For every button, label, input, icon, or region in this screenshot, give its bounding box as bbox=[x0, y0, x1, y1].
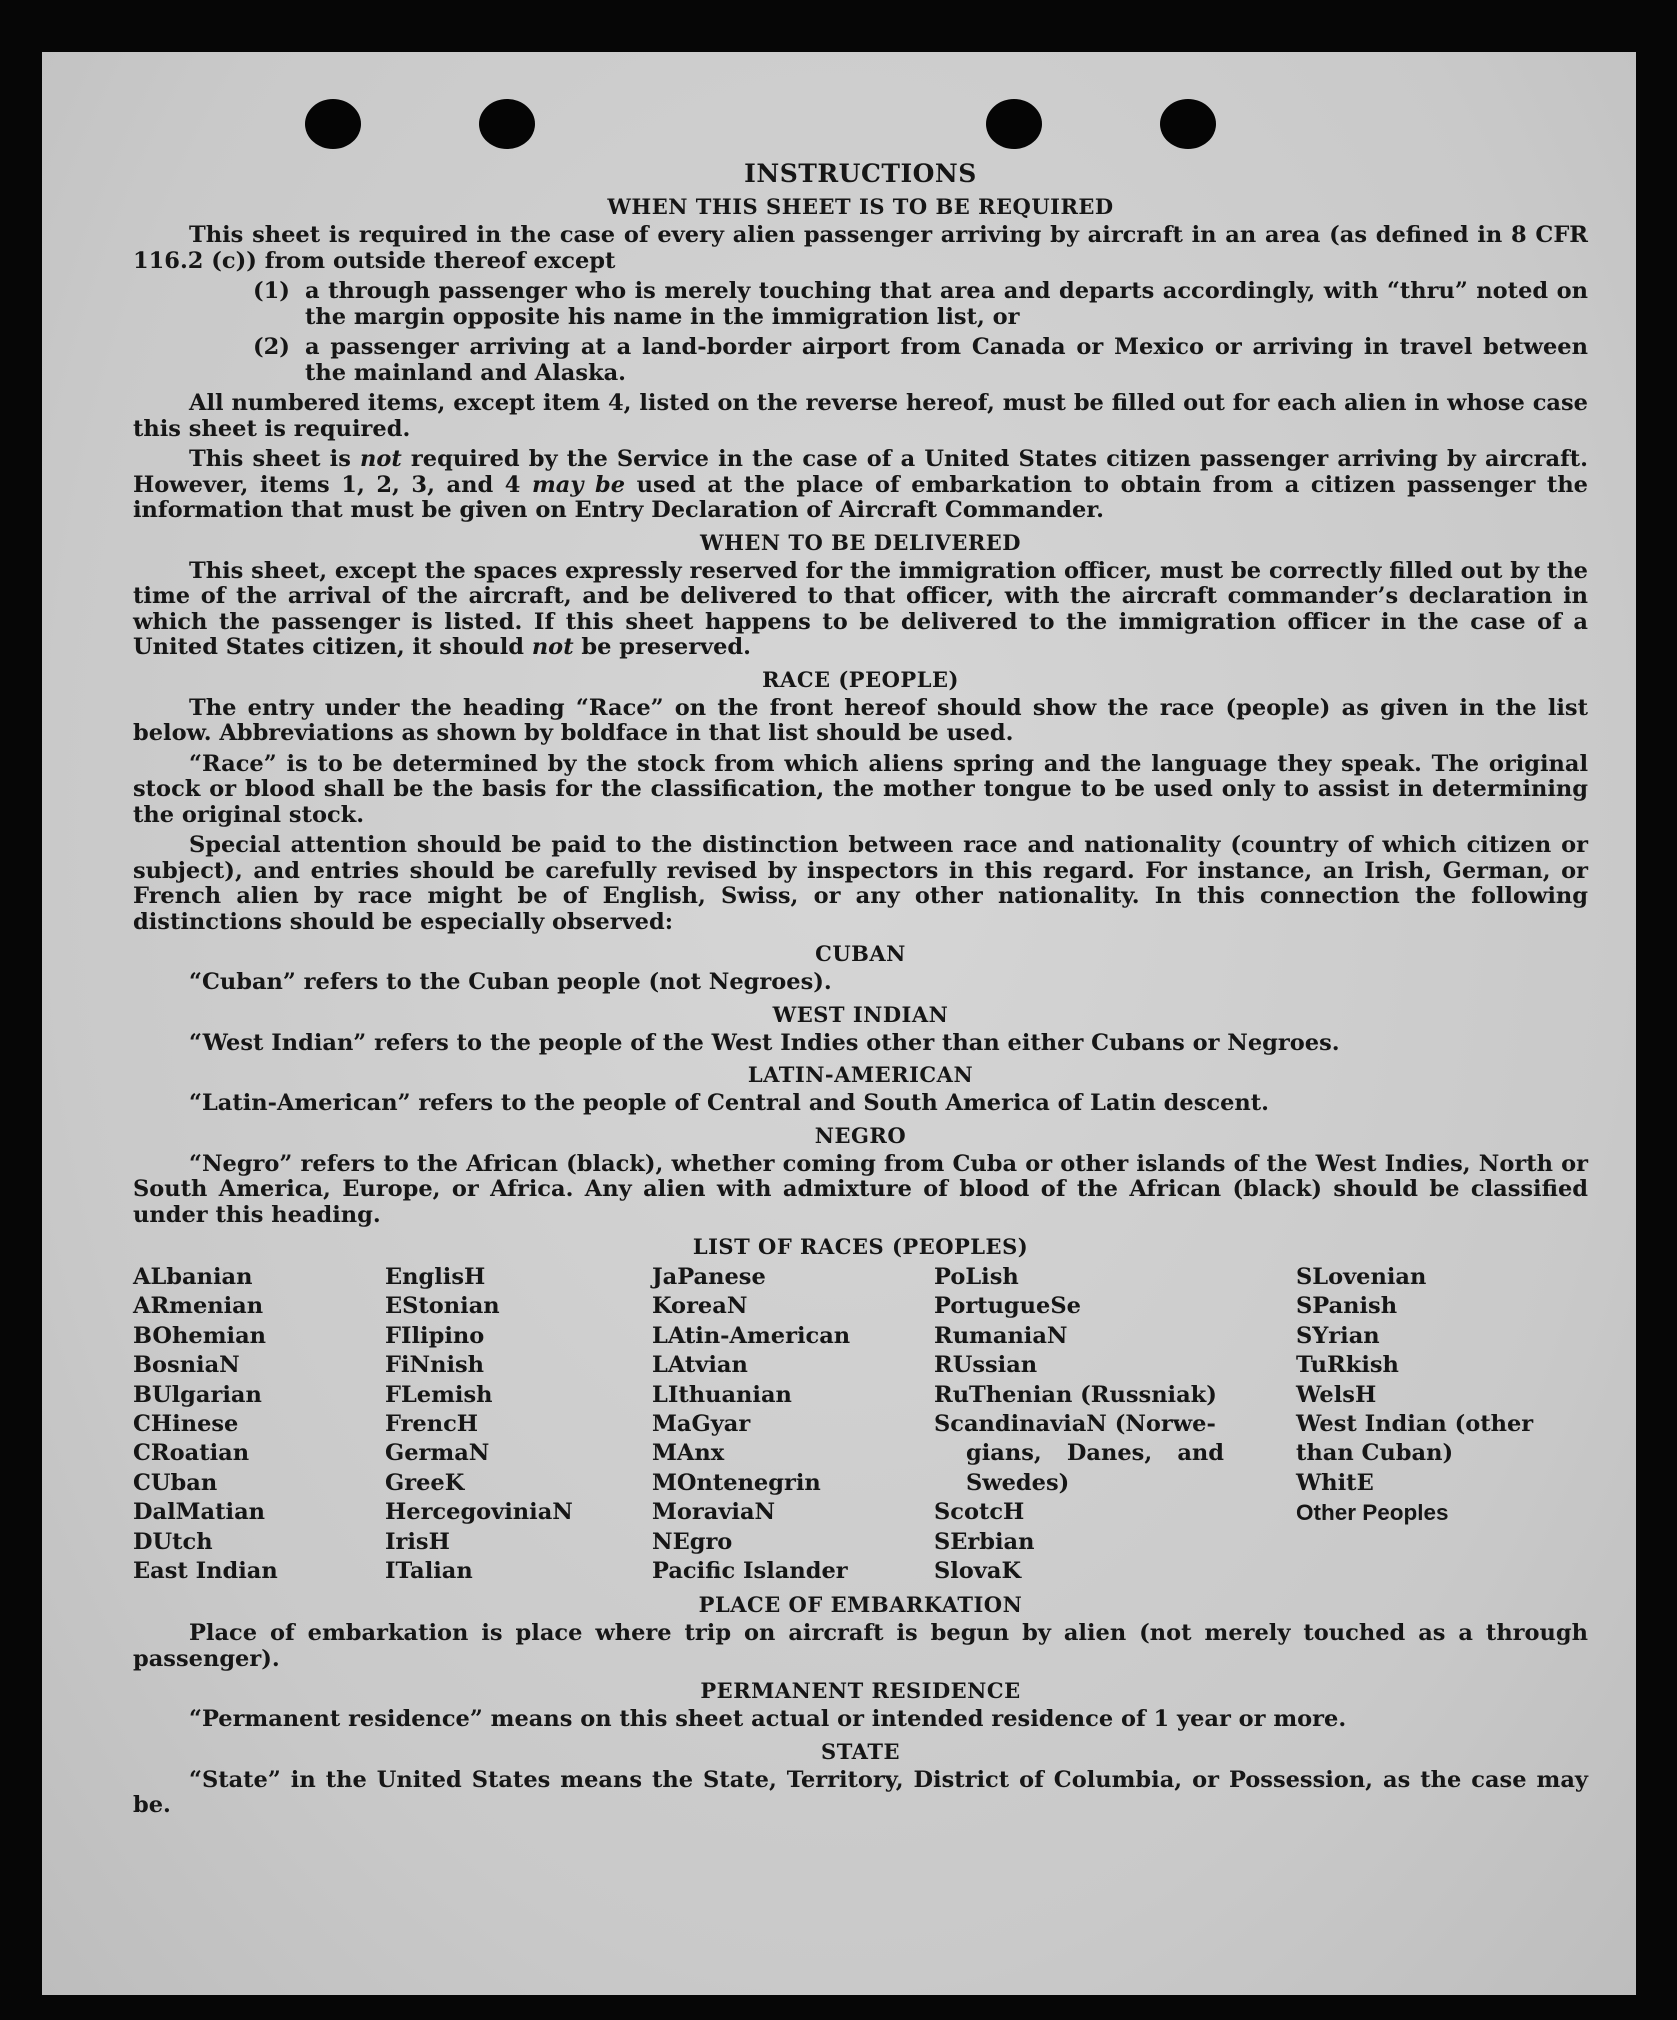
race-list-item: BosniaN bbox=[133, 1352, 240, 1379]
race-list-item: LAtvian bbox=[652, 1352, 748, 1379]
paragraph-race-entry: The entry under the heading “Race” on the front hereof should show the race (people) as given in the list below. Abbreviations as shown by boldface in that list should be used. bbox=[133, 694, 1588, 746]
race-list-item: Swedes) bbox=[966, 1469, 1070, 1496]
paragraph-required-intro: This sheet is required in the case of every alien passenger arriving by aircraft in an area (as defined in 8 CFR 116.2 (c)) from outside thereof except bbox=[133, 222, 1588, 274]
race-list-item: SPanish bbox=[1296, 1293, 1398, 1320]
race-list-item: PortugueSe bbox=[934, 1293, 1081, 1320]
paragraph-race-vs-nationality: Special attention should be paid to the distinction between race and nationality (country of which citizen or subject), and entries should be carefully revised by inspectors in this regard. For instance, an Irish, German, or French alien by race might be of English, Swiss, or any other nationality. In this connection the following distinctions should be especially observed: bbox=[133, 832, 1588, 935]
item-text: a through passenger who is merely touching that area and departs accordingly, with “thru” noted on the margin opposite his name in the immigration list, or bbox=[305, 278, 1588, 330]
exception-item-1 bbox=[133, 279, 1588, 330]
race-list-item: Other Peoples bbox=[1296, 1500, 1449, 1526]
race-list-item: West Indian (other bbox=[1296, 1411, 1534, 1438]
race-list-item: TuRkish bbox=[1296, 1352, 1399, 1379]
section-heading-list-of-races: LIST OF RACES (PEOPLES) bbox=[692, 1234, 1029, 1259]
race-list-item: DUtch bbox=[133, 1528, 213, 1555]
race-list-item: RuThenian (Russniak) bbox=[934, 1381, 1217, 1408]
section-heading-when-required: WHEN THIS SHEET IS TO BE REQUIRED bbox=[607, 194, 1114, 219]
paragraph-negro: “Negro” refers to the African (black), whether coming from Cuba or other islands of the West Indies, North or South America, Europe, or Africa. Any alien with admixture of blood of the African (black) should be classified under this heading. bbox=[133, 1150, 1588, 1228]
paragraph-state: “State” in the United States means the State, Territory, District of Columbia, or Possession, as the case may be. bbox=[133, 1766, 1588, 1819]
race-list-item: MaGyar bbox=[652, 1411, 751, 1438]
race-list-item: ScotcH bbox=[934, 1499, 1025, 1526]
section-heading-west-indian: WEST INDIAN bbox=[772, 1001, 949, 1027]
race-list-item: IrisH bbox=[385, 1528, 450, 1555]
race-list-item: FLemish bbox=[385, 1381, 493, 1408]
page-title: INSTRUCTIONS bbox=[744, 159, 977, 188]
race-list-item: HercegoviniaN bbox=[385, 1499, 573, 1526]
paragraph-permanent-residence: “Permanent residence” means on this sheet actual or intended residence of 1 year or more. bbox=[189, 1706, 1347, 1733]
item-number: (1) bbox=[253, 278, 290, 304]
race-list-item: ALbanian bbox=[133, 1264, 253, 1290]
race-list-item: FiNnish bbox=[385, 1352, 485, 1379]
race-column-1 bbox=[133, 1263, 385, 1586]
item-text: a passenger arriving at a land-border airport from Canada or Mexico or arriving in travel between the mainland and Alaska. bbox=[305, 334, 1588, 386]
race-list-item: ScandinaviaN (Norwe- bbox=[934, 1411, 1216, 1438]
race-list-item: ITalian bbox=[385, 1558, 473, 1585]
instructions-text bbox=[133, 159, 1588, 1824]
race-list-item: MOntenegrin bbox=[652, 1469, 821, 1496]
race-list-item: RUssian bbox=[934, 1352, 1038, 1379]
paragraph-delivery: This sheet, except the spaces expressly reserved for the immigration officer, must be correctly filled out by the time of the arrival of the aircraft, and be delivered to that officer, with the aircraft commander’s declaration in which the passenger is listed. If this sheet happens to be delivered to the immigration officer in the case of a United States citizen, it should not be preserved. bbox=[133, 557, 1588, 660]
section-heading-when-delivered: WHEN TO BE DELIVERED bbox=[699, 529, 1021, 555]
section-heading-permanent-residence: PERMANENT RESIDENCE bbox=[700, 1678, 1021, 1704]
race-list bbox=[133, 1263, 1588, 1586]
paragraph-numbered-items: All numbered items, except item 4, listed on the reverse hereof, must be filled out for each alien in whose case this sheet is required. bbox=[133, 390, 1588, 442]
race-list-item: than Cuban) bbox=[1296, 1440, 1454, 1467]
punch-hole bbox=[1160, 99, 1216, 149]
race-column-2 bbox=[385, 1263, 652, 1586]
section-heading-negro: NEGRO bbox=[814, 1122, 907, 1148]
paragraph-citizen-passenger: This sheet is not required by the Service in the case of a United States citizen passenger arriving by aircraft. However, items 1, 2, 3, and 4 may be used at the place of embarkation to obtain from a citizen passenger the information that must be given on Entry Declaration of Aircraft Commander. bbox=[133, 446, 1588, 523]
race-list-item: BOhemian bbox=[133, 1322, 267, 1349]
race-list-item: DalMatian bbox=[133, 1499, 266, 1526]
race-list-item: CRoatian bbox=[133, 1440, 250, 1467]
race-list-item: FIlipino bbox=[385, 1322, 485, 1349]
race-list-item: SlovaK bbox=[934, 1558, 1022, 1585]
race-list-item: JaPanese bbox=[652, 1264, 766, 1290]
exception-item-2 bbox=[133, 335, 1588, 386]
paragraph-latin-american: “Latin-American” refers to the people of Central and South America of Latin descent. bbox=[189, 1090, 1269, 1116]
race-list-item: KoreaN bbox=[652, 1293, 748, 1320]
race-list-item: GermaN bbox=[385, 1440, 490, 1467]
section-heading-cuban: CUBAN bbox=[815, 941, 906, 966]
race-list-item: GreeK bbox=[385, 1469, 465, 1496]
section-heading-place-of-embarkation: PLACE OF EMBARKATION bbox=[698, 1592, 1023, 1618]
race-list-item: CHinese bbox=[133, 1411, 239, 1438]
race-list-item: MoraviaN bbox=[652, 1499, 776, 1526]
race-list-item: LIthuanian bbox=[652, 1381, 792, 1408]
race-list-item: East Indian bbox=[133, 1558, 278, 1585]
paragraph-place-of-embarkation: Place of embarkation is place where trip on aircraft is begun by alien (not merely touched as a through passenger). bbox=[133, 1620, 1588, 1672]
race-list-item: EnglisH bbox=[385, 1264, 486, 1290]
race-list-item: BUlgarian bbox=[133, 1381, 262, 1408]
race-list-item: SErbian bbox=[934, 1528, 1035, 1555]
race-column-5 bbox=[1296, 1263, 1588, 1586]
race-list-item: Pacific Islander bbox=[652, 1558, 848, 1585]
race-list-item: WhitE bbox=[1296, 1469, 1374, 1496]
race-list-item: LAtin-American bbox=[652, 1322, 851, 1349]
paragraph-west-indian: “West Indian” refers to the people of the West Indies other than either Cubans or Negroes. bbox=[189, 1029, 1340, 1056]
punch-hole bbox=[986, 99, 1042, 149]
race-list-item: CUban bbox=[133, 1469, 218, 1496]
punch-hole bbox=[305, 99, 361, 149]
race-list-item: ARmenian bbox=[133, 1293, 264, 1320]
item-number: (2) bbox=[253, 334, 290, 360]
race-list-item: EStonian bbox=[385, 1293, 500, 1320]
race-list-item: PoLish bbox=[934, 1264, 1019, 1290]
race-list-item: WelsH bbox=[1296, 1381, 1377, 1408]
race-column-4 bbox=[934, 1263, 1296, 1586]
section-heading-state: STATE bbox=[821, 1738, 900, 1764]
race-list-item: NEgro bbox=[652, 1528, 733, 1555]
race-list-item: SYrian bbox=[1296, 1322, 1380, 1349]
paragraph-cuban: “Cuban” refers to the Cuban people (not Negroes). bbox=[189, 969, 832, 995]
document-page bbox=[42, 52, 1636, 1995]
race-list-item: MAnx bbox=[652, 1440, 725, 1467]
section-heading-race: RACE (PEOPLE) bbox=[762, 666, 959, 692]
paragraph-race-definition: “Race” is to be determined by the stock from which aliens spring and the language they speak. The original stock or blood shall be the basis for the classification, the mother tongue to be used only to assist in determining the original stock. bbox=[133, 750, 1588, 828]
race-list-item: gians, Danes, and bbox=[966, 1440, 1224, 1467]
race-list-item: SLovenian bbox=[1296, 1264, 1427, 1290]
race-list-item: RumaniaN bbox=[934, 1322, 1068, 1349]
race-list-item: FrencH bbox=[385, 1411, 479, 1438]
race-column-3 bbox=[652, 1263, 934, 1586]
punch-hole bbox=[479, 99, 535, 149]
section-heading-latin-american: LATIN-AMERICAN bbox=[747, 1062, 974, 1087]
